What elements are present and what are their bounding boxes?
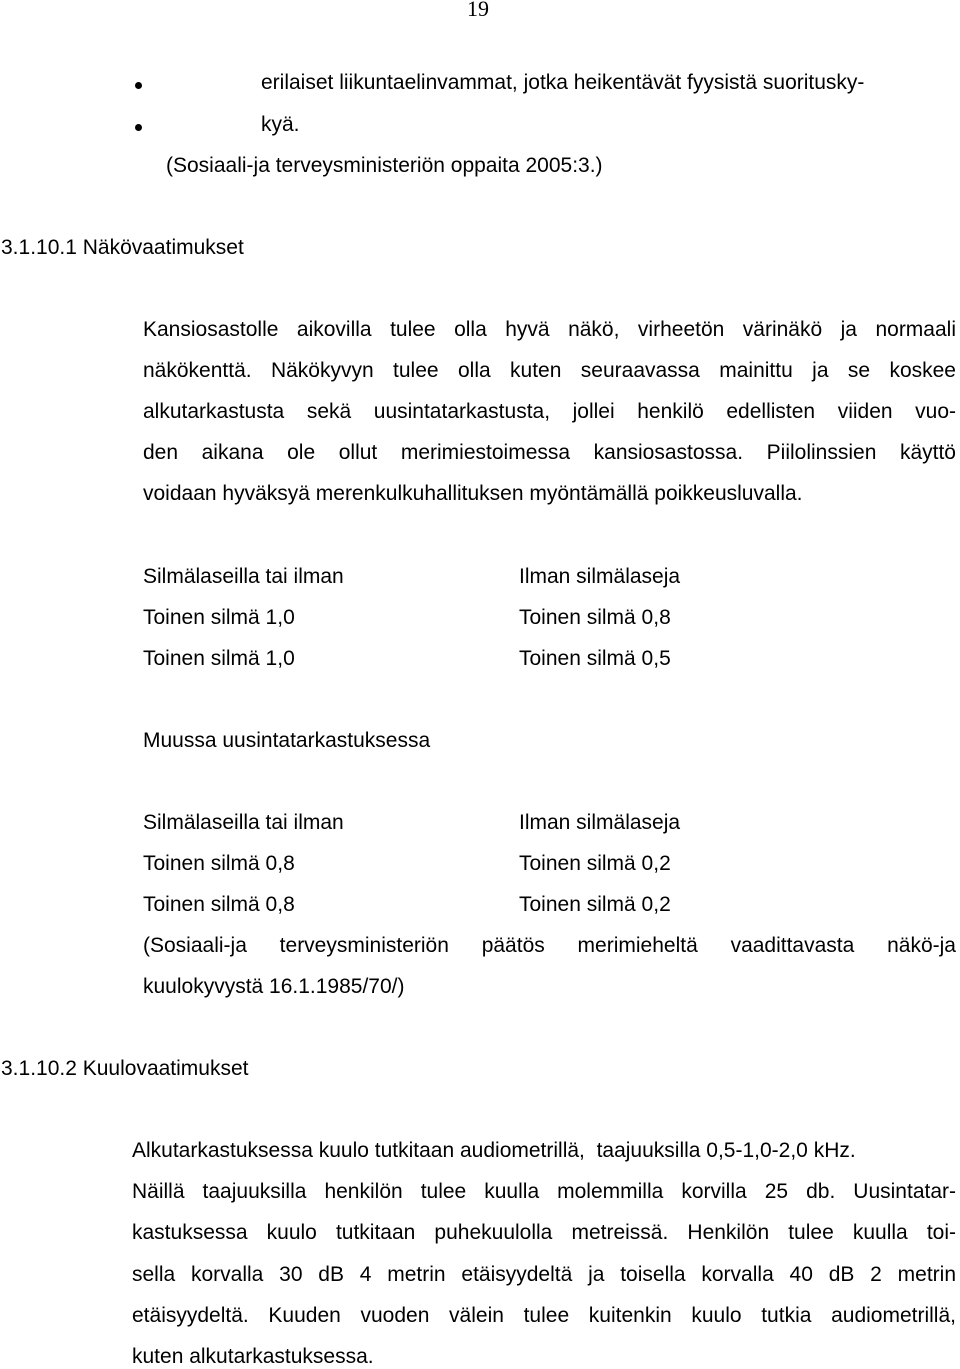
citation-line: kuulokyvystä 16.1.1985/70/) bbox=[143, 975, 405, 998]
paragraph-line: voidaan hyväksyä merenkulkuhallituksen myöntämällä poikkeusluvalla. bbox=[143, 482, 803, 505]
table-cell: Toinen silmä 0,2 bbox=[519, 893, 671, 916]
paragraph-line: Näillä taajuuksilla henkilön tulee kuulla molemmilla korvilla 25 db. Uusintatar- bbox=[132, 1180, 956, 1203]
bullet-icon bbox=[135, 124, 142, 131]
table-header-left: Silmälaseilla tai ilman bbox=[143, 811, 344, 834]
paragraph-line: etäisyydeltä. Kuuden vuoden välein tulee kuitenkin kuulo tutkia audiometrillä, bbox=[132, 1304, 956, 1327]
paragraph-line: näkökenttä. Näkökyvyn tulee olla kuten seuraavassa mainittu ja se koskee bbox=[143, 359, 956, 382]
bullet-item: kyä. bbox=[261, 113, 300, 136]
table-cell: Toinen silmä 0,8 bbox=[143, 893, 295, 916]
table-cell: Toinen silmä 1,0 bbox=[143, 647, 295, 670]
paragraph-line: kuten alkutarkastuksessa. bbox=[132, 1345, 374, 1368]
citation-line: (Sosiaali-ja terveysministeriön päätös merimieheltä vaadittavasta näkö-ja bbox=[143, 934, 956, 957]
bullet-item: erilaiset liikuntaelinvammat, jotka heikentävät fyysistä suoritusky- bbox=[261, 71, 865, 94]
table-header-left: Silmälaseilla tai ilman bbox=[143, 565, 344, 588]
subheading: Muussa uusintatarkastuksessa bbox=[143, 729, 431, 752]
paragraph-line: den aikana ole ollut merimiestoimessa kansiosastossa. Piilolinssien käyttö bbox=[143, 441, 956, 464]
page-number: 19 bbox=[467, 0, 489, 21]
table-header-right: Ilman silmälaseja bbox=[519, 565, 681, 588]
paragraph-line: Kansiosastolle aikovilla tulee olla hyvä näkö, virheetön värinäkö ja normaali bbox=[143, 318, 956, 341]
paragraph-line: alkutarkastusta sekä uusintatarkastusta, jollei henkilö edellisten viiden vuo- bbox=[143, 400, 956, 423]
paragraph-line: kastuksessa kuulo tutkitaan puhekuulolla metreissä. Henkilön tulee kuulla toi- bbox=[132, 1221, 956, 1244]
table-header-right: Ilman silmälaseja bbox=[519, 811, 681, 834]
citation: (Sosiaali-ja terveysministeriön oppaita 2005:3.) bbox=[166, 154, 603, 177]
table-cell: Toinen silmä 0,8 bbox=[519, 606, 671, 629]
paragraph-line: sella korvalla 30 dB 4 metrin etäisyydeltä ja toisella korvalla 40 dB 2 metrin bbox=[132, 1263, 956, 1286]
table-cell: Toinen silmä 0,2 bbox=[519, 852, 671, 875]
table-cell: Toinen silmä 1,0 bbox=[143, 606, 295, 629]
paragraph-line: Alkutarkastuksessa kuulo tutkitaan audiometrillä, taajuuksilla 0,5-1,0-2,0 kHz. bbox=[132, 1139, 856, 1162]
section-heading: 3.1.10.2 Kuulovaatimukset bbox=[1, 1057, 249, 1080]
table-cell: Toinen silmä 0,5 bbox=[519, 647, 671, 670]
section-heading: 3.1.10.1 Näkövaatimukset bbox=[1, 236, 244, 259]
table-cell: Toinen silmä 0,8 bbox=[143, 852, 295, 875]
bullet-icon bbox=[135, 82, 142, 89]
